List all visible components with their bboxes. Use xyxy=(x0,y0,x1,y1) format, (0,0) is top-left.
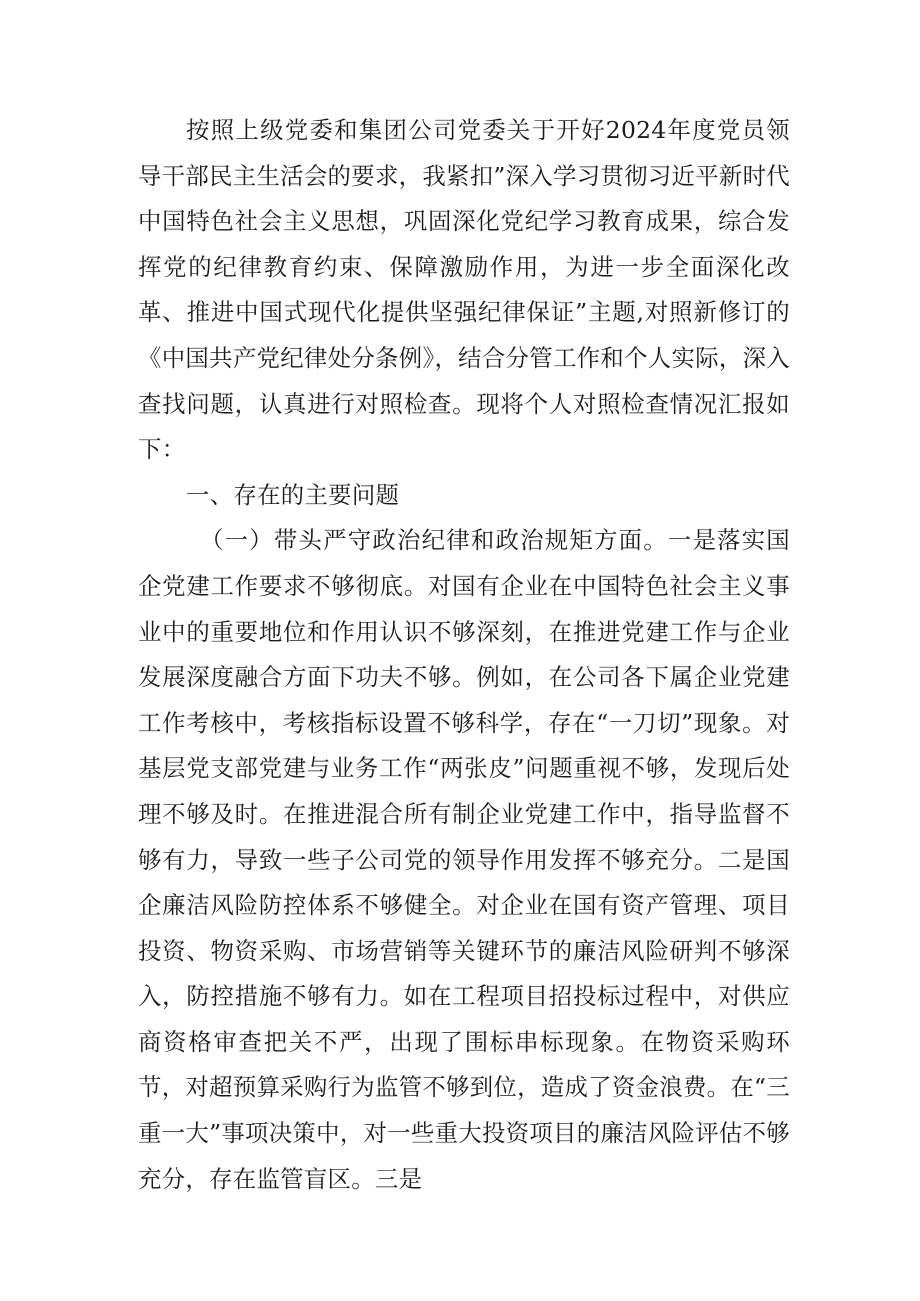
subsection-paragraph: （一）带头严守政治纪律和政治规矩方面。一是落实国企党建工作要求不够彻底。对国有企业在中国特色社会主义事业中的重要地位和作用认识不够深刻，在推进党建工作与企业发展深度融合方面下功夫不够。例如，在公司各下属企业党建工作考核中，考核指标设置不够科学，存在“一刀切”现象。对基层党支部党建与业务工作“两张皮”问题重视不够，发现后处理不够及时。在推进混合所有制企业党建工作中，指导监督不够有力，导致一些子公司党的领导作用发挥不够充分。二是国企廉洁风险防控体系不够健全。对企业在国有资产管理、项目投资、物资采购、市场营销等关键环节的廉洁风险研判不够深入，防控措施不够有力。如在工程项目招投标过程中，对供应商资格审查把关不严，出现了围标串标现象。在物资采购环节，对超预算采购行为监管不够到位，造成了资金浪费。在“三重一大”事项决策中，对一些重大投资项目的廉洁风险评估不够充分，存在监管盲区。三是 xyxy=(138,526,790,1193)
intro-paragraph: 按照上级党委和集团公司党委关于开好2024年度党员领导干部民主生活会的要求，我紧扣”深入学习贯彻习近平新时代中国特色社会主义思想，巩固深化党纪学习教育成果，综合发挥党的纪律教育约束、保障激励作用，为进一步全面深化改革、推进中国式现代化提供坚强纪律保证”主题,对照新修订的《中国共产党纪律处分条例》，结合分管工作和个人实际，深入查找问题，认真进行对照检查。现将个人对照检查情况汇报如下： xyxy=(138,116,790,464)
section-heading: 一、存在的主要问题 xyxy=(186,480,400,509)
document-page xyxy=(138,108,790,1202)
